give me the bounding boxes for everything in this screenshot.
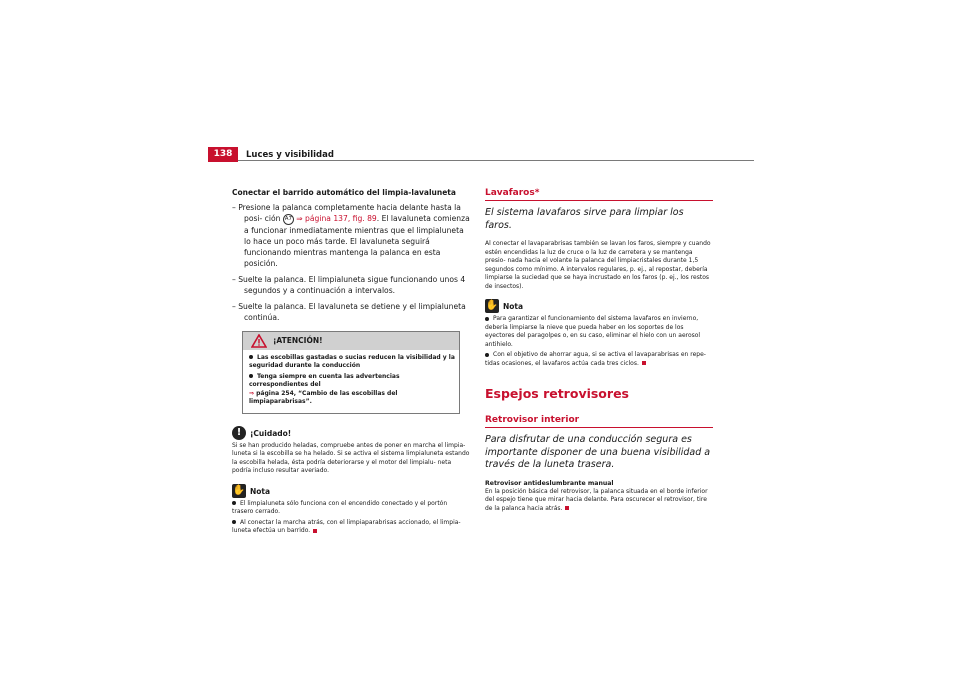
lavafaros-note-title: Nota	[503, 302, 524, 311]
procedure-heading: Conectar el barrido automático del limpia-lavaluneta	[232, 188, 456, 197]
lavafaros-body: Al conectar el lavaparabrisas también se lavan los faros, siempre y cuando estén encendidas la luz de cruce o la luz de carretera y se mantenga presio- nada hacia el volante la palanca del limpiacristales durante 1,5 segundos como mínimo. A intervalos regulares, p. ej., al repostar, debería limpiarse la suciedad que se haya incrustado en los faros (p. ej., los restos de insectos).	[485, 240, 711, 290]
retrovisor-interior-title: Retrovisor interior	[485, 415, 713, 428]
end-of-section-icon	[313, 529, 317, 533]
bullet-icon	[485, 353, 489, 357]
end-of-section-icon	[565, 506, 569, 510]
note-item-2: Al conectar la marcha atrás, con el limpiaparabrisas accionado, el limpia- luneta efectúa un barrido.	[232, 518, 461, 534]
bullet-icon	[485, 317, 489, 321]
retrovisor-body: En la posición básica del retrovisor, la palanca situada en el borde inferior del espejo tiene que mirar hacia delante. Para oscurecer el retrovisor, tire de la palanca hacia atrás.	[485, 487, 708, 512]
warning-item-2: Tenga siempre en cuenta las advertencias correspondientes del ⇒ página 254, “Cambio de las escobillas del limpiaparabrisas”.	[249, 372, 400, 405]
lavafaros-note-header	[485, 299, 713, 315]
bullet-icon	[232, 501, 236, 505]
running-head: Luces y visibilidad	[246, 150, 334, 160]
caution-exclamation-icon: !	[232, 426, 246, 440]
caution-header	[232, 426, 470, 442]
warning-item-1: Las escobillas gastadas o sucias reducen la visibilidad y la seguridad durante la conducción	[249, 353, 455, 369]
right-column	[485, 188, 713, 513]
lavafaros-note-item-2: Con el objetivo de ahorrar agua, si se activa el lavaparabrisas en repe- tidas ocasiones, el lavafaros actúa cada tres ciclos.	[485, 351, 706, 367]
bullet-icon	[249, 374, 253, 378]
position-marker-a7: A7	[283, 214, 294, 225]
step-1-text-cont: . El lavaluneta comienza a funcionar inmediatamente mientras que el limpialuneta lo hace un poco más tarde. El lavaluneta seguirá funcionando mientras mantenga la palanca en esta posición.	[244, 214, 470, 268]
page-number: 138	[208, 147, 238, 162]
step-1	[232, 202, 470, 269]
caution-body: Si se han producido heladas, compruebe antes de poner en marcha el limpia- luneta si la escobilla se ha helado. Si se activa el sistema limpialuneta estando la escobilla helada, ésta podría deteriorarse y el motor del limpialu- neta podría incluso resultar averiado.	[232, 441, 470, 474]
step-3: – Suelte la palanca. El lavaluneta se detiene y el limpialuneta continúa.	[232, 301, 466, 322]
lavafaros-note-item-1: Para garantizar el funcionamiento del sistema lavafaros en invierno, debería limpiarse la nieve que pueda haber en los soportes de los eyectores del paragolpes o, en su caso, eliminar el hielo con un aerosol antihielo.	[485, 315, 701, 348]
end-of-section-icon	[642, 361, 646, 365]
page-link-137[interactable]: ⇒ página 137, fig. 89	[296, 214, 377, 223]
warning-box	[242, 331, 460, 414]
warning-body	[243, 350, 459, 413]
note-body	[232, 500, 470, 536]
note-hand-icon: ✋	[485, 300, 499, 311]
step-2: – Suelte la palanca. El limpialuneta sigue funcionando unos 4 segundos y a continuación a intervalos.	[232, 274, 466, 295]
left-column	[232, 188, 470, 538]
espejos-title: Espejos retrovisores	[485, 386, 629, 401]
lavafaros-subtitle: El sistema lavafaros sirve para limpiar los faros.	[485, 207, 684, 231]
note-title: Nota	[250, 486, 271, 496]
step-1-text: – Presione la palanca completamente hacia delante hasta la posi- ción	[232, 203, 461, 223]
warning-link-arrow[interactable]: ⇒	[249, 389, 255, 397]
lavafaros-note-body	[485, 315, 713, 368]
antideslumbrante-heading: Retrovisor antideslumbrante manual	[485, 479, 614, 487]
warning-header	[243, 332, 459, 350]
warning-title: ¡ATENCIÓN!	[273, 335, 323, 345]
note-item-1: El limpialuneta sólo funciona con el encendido conectado y el portón trasero cerrado.	[232, 499, 448, 515]
bullet-icon	[232, 520, 236, 524]
note-hand-icon: ✋	[232, 484, 246, 496]
bullet-icon	[249, 355, 253, 359]
lavafaros-title: Lavafaros*	[485, 188, 713, 201]
caution-title: ¡Cuidado!	[250, 428, 292, 438]
warning-triangle-icon	[251, 334, 267, 348]
retrovisor-subtitle: Para disfrutar de una conducción segura es importante disponer de una buena visibilidad a través de la luneta trasera.	[485, 434, 711, 470]
note-header	[232, 484, 470, 500]
